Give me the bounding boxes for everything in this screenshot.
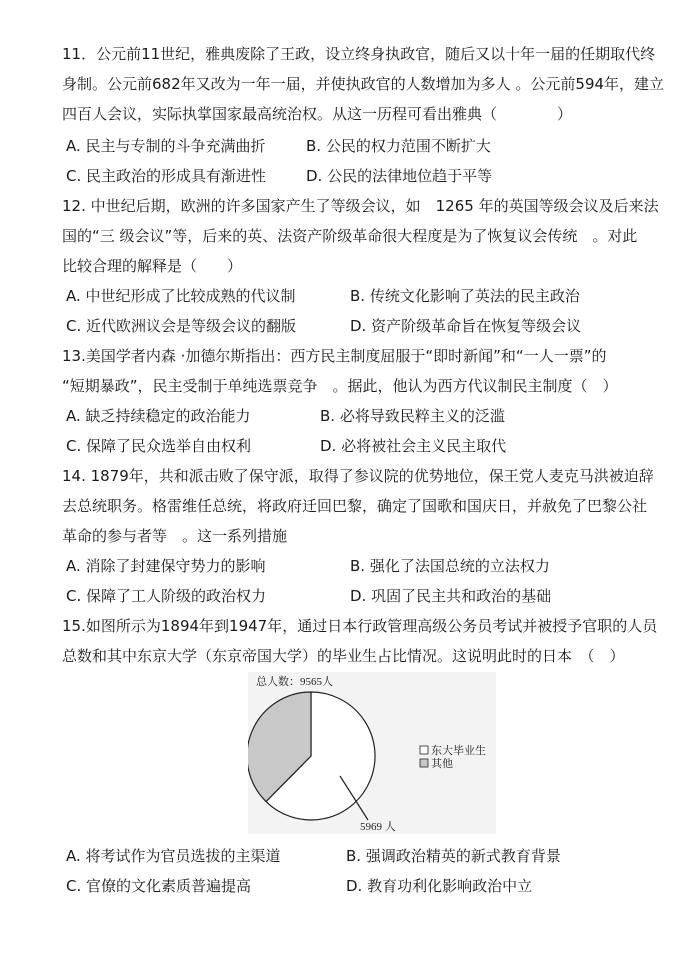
legend-swatch-other	[420, 759, 428, 767]
legend-label-other: 其他	[431, 758, 453, 770]
q14-stem-line-1: 14. 1879年，共和派击败了保守派，取得了参议院的优势地位，保王党人麦克马洪被迫辞	[62, 467, 654, 485]
pie-chart	[248, 672, 496, 834]
q13-option-c: C. 保障了民众选举自由权利	[66, 437, 252, 455]
q15-stem-line-2: 总数和其中东京大学（东京帝国大学）的毕业生占比情况。这说明此时的日本 （ ）	[62, 647, 625, 665]
q13-option-a: A. 缺乏持续稳定的政治能力	[66, 407, 251, 425]
q11-option-c: C. 民主政治的形成具有渐进性	[66, 167, 267, 185]
q12-option-d: D. 资产阶级革命旨在恢复等级会议	[350, 317, 582, 335]
q11-stem-line-1: 11．公元前11世纪，雅典废除了王政，设立终身执政官，随后又以十年一届的任期取代终	[62, 45, 656, 63]
q15-option-b: B. 强调政治精英的新式教育背景	[346, 847, 561, 865]
q11-option-b: B. 公民的权力范围不断扩大	[306, 137, 491, 155]
q12-stem-line-1: 12. 中世纪后期，欧洲的许多国家产生了等级会议，如 1265 年的英国等级会议及后来法	[62, 197, 659, 215]
q14-stem-line-2: 去总统职务。格雷维任总统，将政府迁回巴黎，确定了国歌和国庆日，并赦免了巴黎公社	[62, 497, 648, 515]
pie-chart-figure	[248, 672, 496, 834]
q12-stem-line-3: 比较合理的解释是（ ）	[62, 257, 243, 275]
q11-option-a: A. 民主与专制的斗争充满曲折	[66, 137, 266, 155]
q13-stem-line-1: 13.美国学者内森 ·加德尔斯指出：西方民主制度屈服于“即时新闻”和“一人一票”的	[62, 347, 607, 365]
q15-stem-line-1: 15.如图所示为1894年到1947年，通过日本行政管理高级公务员考试并被授予官职的人员	[62, 617, 658, 635]
legend-swatch-todai	[420, 746, 428, 754]
q12-option-b: B. 传统文化影响了英法的民主政治	[350, 287, 580, 305]
legend-label-todai: 东大毕业生	[431, 745, 486, 757]
q12-option-c: C. 近代欧洲议会是等级会议的翻版	[66, 317, 297, 335]
q13-option-b: B. 必将导致民粹主义的泛滥	[320, 407, 505, 425]
q14-option-d: D. 巩固了民主共和政治的基础	[350, 587, 552, 605]
q15-option-d: D. 教育功利化影响政治中立	[346, 877, 533, 895]
q13-stem-line-2: “短期暴政”，民主受制于单纯选票竞争 。据此，他认为西方代议制民主制度（ ）	[62, 377, 618, 395]
q14-stem-line-3: 革命的参与者等 。这一系列措施	[62, 527, 288, 545]
pie-slice-label: 5969 人	[360, 821, 396, 833]
q14-option-a: A. 消除了封建保守势力的影响	[66, 557, 266, 575]
q13-option-d: D. 必将被社会主义民主取代	[320, 437, 507, 455]
q12-option-a: A. 中世纪形成了比较成熟的代议制	[66, 287, 296, 305]
q14-option-c: C. 保障了工人阶级的政治权力	[66, 587, 267, 605]
pie-total-label: 总人数：9565人	[256, 676, 333, 688]
q15-option-c: C. 官僚的文化素质普遍提高	[66, 877, 252, 895]
q11-option-d: D. 公民的法律地位趋于平等	[306, 167, 493, 185]
q11-stem-line-2: 身制。公元前682年又改为一年一届，并使执政官的人数增加为多人 。公元前594年，建立	[62, 75, 665, 93]
q11-stem-line-3: 四百人会议，实际执掌国家最高统治权。从这一历程可看出雅典（ ）	[62, 105, 573, 123]
q12-stem-line-2: 国的“三 级会议”等，后来的英、法资产阶级革命很大程度是为了恢复议会传统 。对此	[62, 227, 638, 245]
q14-option-b: B. 强化了法国总统的立法权力	[350, 557, 550, 575]
q15-option-a: A. 将考试作为官员选拔的主渠道	[66, 847, 281, 865]
